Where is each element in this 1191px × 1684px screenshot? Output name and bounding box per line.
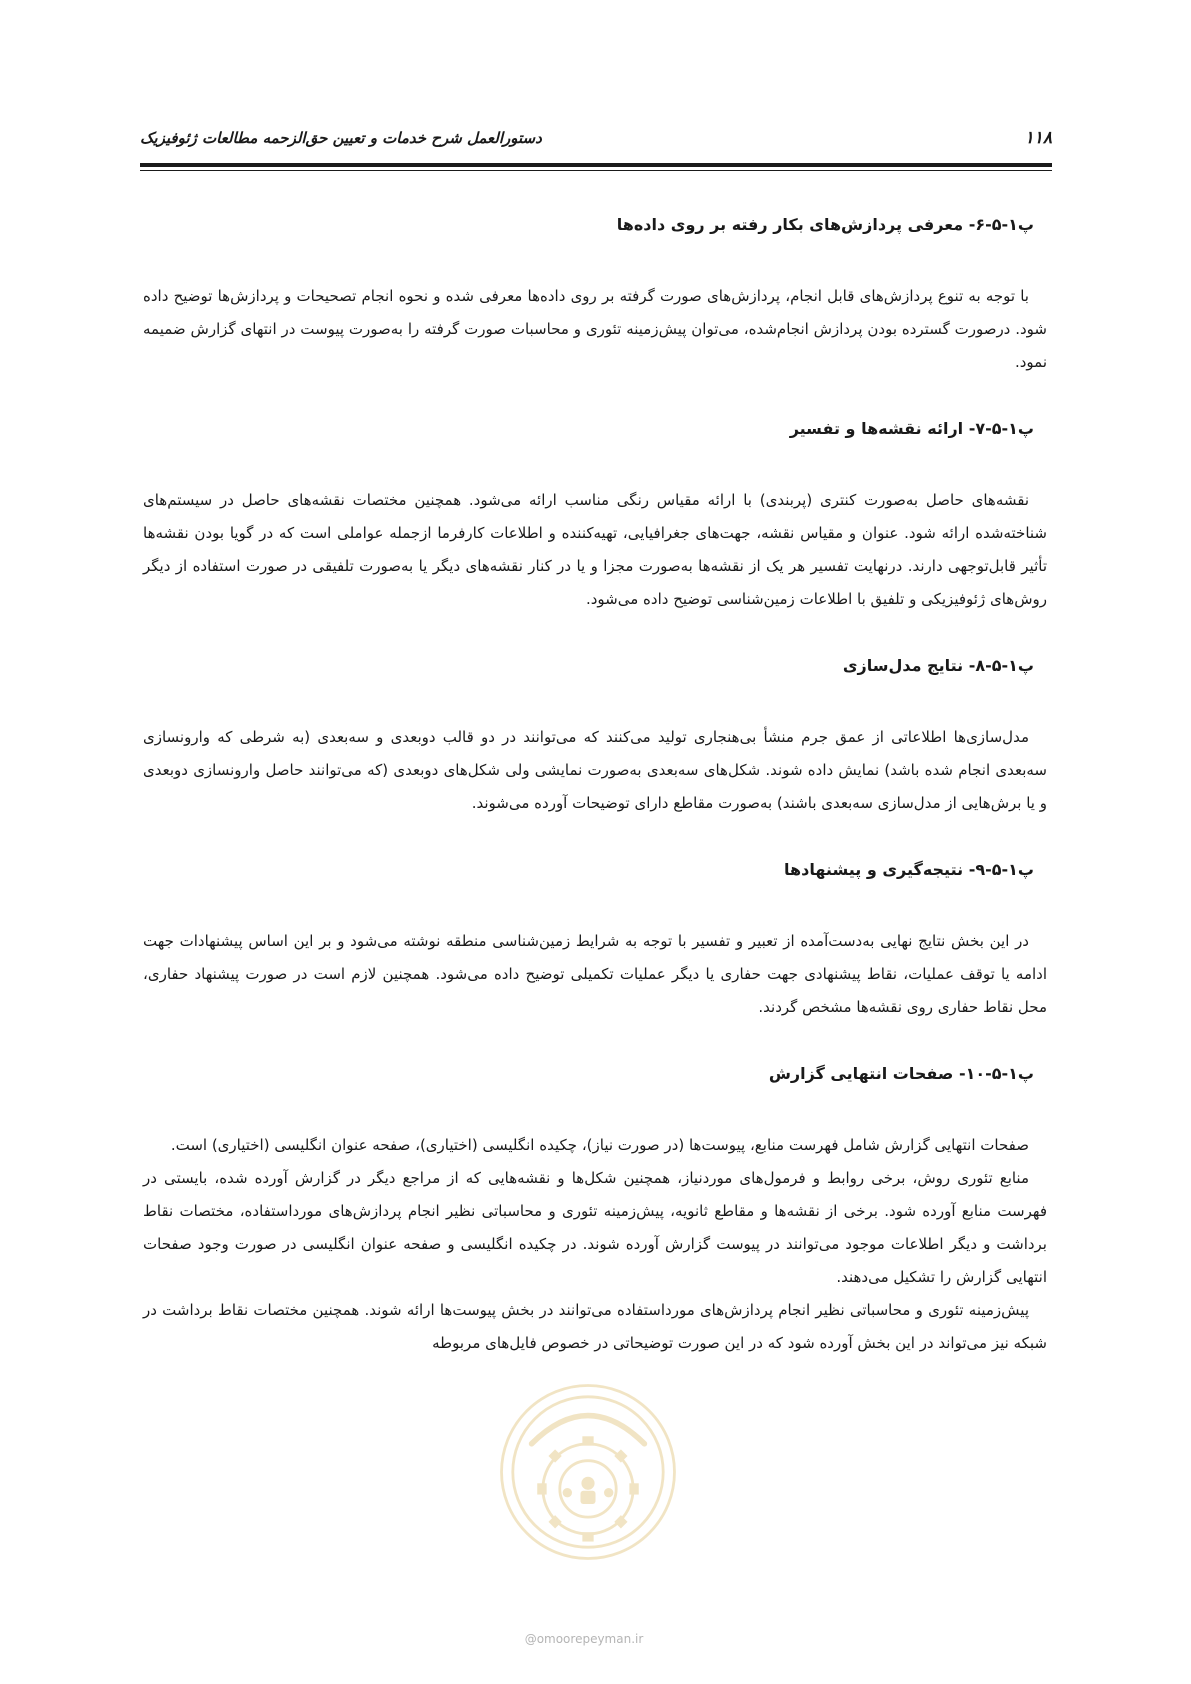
section-10-paragraph-2: منابع تئوری روش، برخی روابط و فرمول‌های موردنیاز، همچنین شکل‌ها و نقشه‌هایی که از مراجع دیگر در گزارش آورده شده، بایستی در فهرست منابع آورده شود. برخی از نقشه‌ها و مقاطع ثانویه، پیش‌زمینه تئوری و محاسباتی نظیر انجام پردازش‌های مورداستفاده، مختصات نقاط برداشت و دیگر اطلاعات موجود می‌توانند در پیوست گزارش آورده شوند. در چکیده انگلیسی و صفحه عنوان انگلیسی در صورت وجود صفحات انتهایی گزارش را تشکیل می‌دهند.	[143, 1169, 1047, 1286]
section-10-paragraph-1: صفحات انتهایی گزارش شامل فهرست منابع، پیوست‌ها (در صورت نیاز)، چکیده انگلیسی (اختیاری)، صفحه عنوان انگلیسی (اختیاری) است.	[170, 1136, 1029, 1154]
section-heading-6: پ۱-۵-۶- معرفی پردازش‌های بکار رفته بر روی داده‌ها	[616, 215, 1034, 234]
site-url: @omoorepeyman.ir	[524, 1632, 644, 1646]
section-heading-10: پ۱-۵-۱۰- صفحات انتهایی گزارش	[768, 1064, 1034, 1083]
page-number: ۱۱۸	[1024, 128, 1052, 148]
section-heading-8: پ۱-۵-۸- نتایج مدل‌سازی	[842, 656, 1034, 675]
header-rule-thick	[140, 163, 1052, 167]
page-header	[140, 128, 1052, 158]
section-heading-9: پ۱-۵-۹- نتیجه‌گیری و پیشنهادها	[784, 860, 1034, 879]
section-6-paragraph: با توجه به تنوع پردازش‌های قابل انجام، پردازش‌های صورت گرفته بر روی داده‌ها معرفی شده و نحوه انجام تصحیحات و پردازش‌ها توضیح داده شود. درصورت گسترده بودن پردازش انجام‌شده، می‌توان پیش‌زمینه تئوری و محاسبات صورت گرفته را به‌صورت پیوست در انتهای گزارش ضمیمه نمود.	[143, 287, 1047, 371]
watermark-seal-icon	[494, 1378, 682, 1566]
running-title: دستورالعمل شرح خدمات و تعیین حق‌الزحمه مطالعات ژئوفیزیک	[140, 129, 542, 147]
document-body	[143, 213, 1047, 1360]
section-10-paragraph-3: پیش‌زمینه تئوری و محاسباتی نظیر انجام پردازش‌های مورداستفاده می‌توانند در بخش پیوست‌ها ارائه شوند. همچنین مختصات نقاط برداشت در شبکه نیز می‌تواند در این بخش آورده شود که در این صورت توضیحاتی در خصوص فایل‌های مربوطه	[143, 1301, 1047, 1352]
section-7-paragraph: نقشه‌های حاصل به‌صورت کنتری (پربندی) با ارائه مقیاس رنگی مناسب ارائه می‌شود. همچنین مختصات نقشه‌های حاصل در سیستم‌های شناخته‌شده ارائه شود. عنوان و مقیاس نقشه، جهت‌های جغرافیایی، تهیه‌کننده و اطلاعات کارفرما ازجمله عواملی است که در گویا بودن نقشه‌ها تأثیر قابل‌توجهی دارند. درنهایت تفسیر هر یک از نقشه‌ها به‌صورت مجزا و یا در کنار نقشه‌های دیگر یا به‌صورت تلفیقی در صورت استفاده از دیگر روش‌های ژئوفیزیکی و تلفیق با اطلاعات زمین‌شناسی توضیح داده می‌شود.	[143, 491, 1047, 608]
header-rule-thin	[140, 170, 1052, 171]
section-8-paragraph: مدل‌سازی‌ها اطلاعاتی از عمق جرم منشأ بی‌هنجاری تولید می‌کنند که می‌توانند در دو قالب دوبعدی و سه‌بعدی (به شرطی که وارونسازی سه‌بعدی انجام شده باشد) نمایش داده شوند. شکل‌های سه‌بعدی به‌صورت نمایشی ولی شکل‌های دوبعدی (که می‌توانند حاصل وارونسازی دوبعدی و یا برش‌هایی از مدل‌سازی سه‌بعدی باشند) به‌صورت مقاطع دارای توضیحات آورده می‌شوند.	[143, 728, 1047, 812]
section-heading-7: پ۱-۵-۷- ارائه نقشه‌ها و تفسیر	[789, 419, 1034, 438]
section-9-paragraph: در این بخش نتایج نهایی به‌دست‌آمده از تعبیر و تفسیر با توجه به شرایط زمین‌شناسی منطقه نوشته می‌شود و بر این اساس پیشنهادات جهت ادامه یا توقف عملیات، نقاط پیشنهادی جهت حفاری یا دیگر عملیات تکمیلی توضیح داده می‌شود. همچنین لازم است در صورت پیشنهاد حفاری، محل نقاط حفاری روی نقشه‌ها مشخص گردند.	[143, 932, 1047, 1016]
